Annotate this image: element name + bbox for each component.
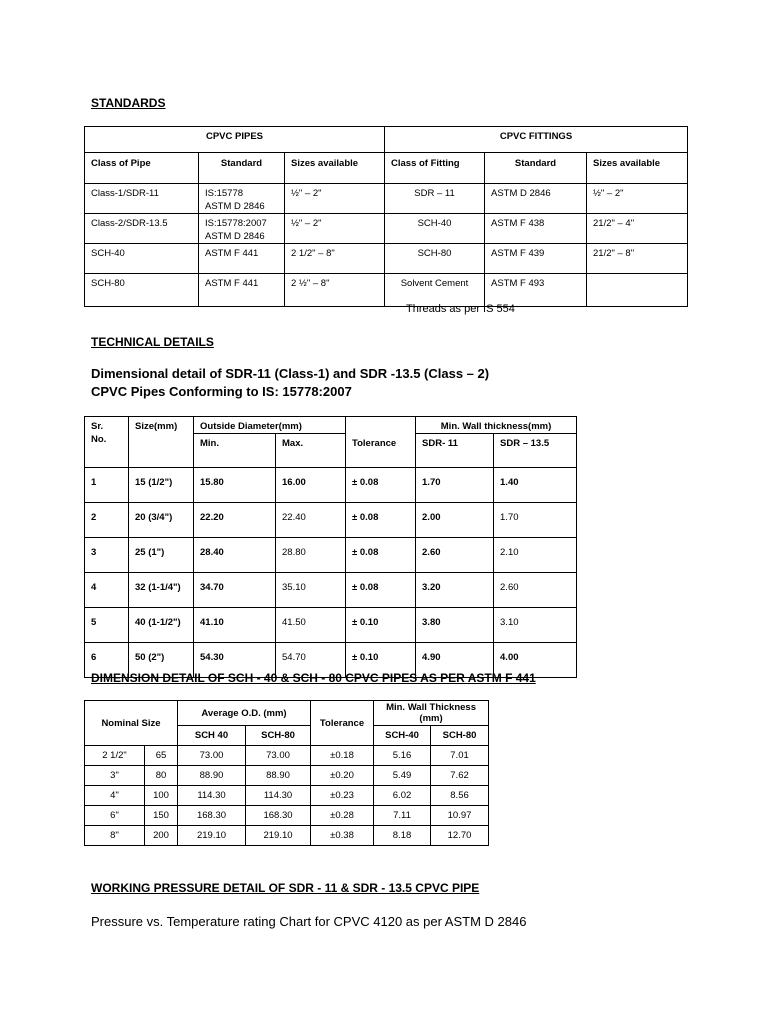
table-cell: 10.97: [431, 806, 489, 826]
table-cell: ½" – 2": [285, 214, 385, 244]
table-cell: 80: [145, 766, 178, 786]
table-cell: ±0.38: [311, 826, 374, 846]
table-cell: 100: [145, 786, 178, 806]
table-cell: 28.40: [194, 538, 276, 573]
table-cell: 2 ½" – 8": [285, 274, 385, 307]
table-cell: 54.30: [194, 643, 276, 678]
table-row: [85, 503, 577, 538]
nominal-header: Nominal Size: [85, 701, 178, 746]
table-cell: Standard: [199, 153, 285, 184]
table-cell: 28.80: [276, 538, 346, 573]
table-cell: 2 1/2" – 8": [285, 244, 385, 274]
standards-heading: STANDARDS: [91, 96, 166, 110]
table-cell: 6": [85, 806, 145, 826]
wall-sch40-header: SCH-40: [374, 726, 431, 746]
table-row: [85, 184, 688, 214]
table-cell: 1.70: [494, 503, 577, 538]
table-cell: ± 0.08: [346, 503, 416, 538]
sr-header: Sr. No.: [85, 417, 129, 468]
table-cell: 4": [85, 786, 145, 806]
fittings-header: CPVC FITTINGS: [385, 127, 688, 153]
table-cell: 40 (1-1/2"): [129, 608, 194, 643]
table-cell: 4: [85, 573, 129, 608]
table-row: [85, 573, 577, 608]
table-cell: SCH-80: [385, 244, 485, 274]
table-cell: 3.10: [494, 608, 577, 643]
threads-note: Threads as per IS 554: [406, 303, 515, 315]
table-cell: 22.40: [276, 503, 346, 538]
table-cell: 3.80: [416, 608, 494, 643]
table-cell: 32 (1-1/4"): [129, 573, 194, 608]
table-cell: 7.62: [431, 766, 489, 786]
table-cell: [587, 274, 688, 307]
table-cell: Sizes available: [587, 153, 688, 184]
table-cell: SCH-80: [85, 274, 199, 307]
table-cell: 41.50: [276, 608, 346, 643]
table-cell: 50 (2"): [129, 643, 194, 678]
table-cell: 3: [85, 538, 129, 573]
od-header: Outside Diameter(mm): [194, 417, 346, 434]
sdr-dimension-table: [84, 416, 577, 678]
table-cell: 7.11: [374, 806, 431, 826]
table-cell: SCH-40: [385, 214, 485, 244]
pressure-subtitle: Pressure vs. Temperature rating Chart for CPVC 4120 as per ASTM D 2846: [91, 914, 527, 929]
table-cell: ½" – 2": [285, 184, 385, 214]
sch-wall-header: Min. Wall Thickness (mm): [374, 701, 489, 726]
table-row: [85, 244, 688, 274]
table-cell: IS:15778 ASTM D 2846: [199, 184, 285, 214]
wall-header: Min. Wall thickness(mm): [416, 417, 577, 434]
table-cell: ± 0.08: [346, 468, 416, 503]
table-cell: 168.30: [246, 806, 311, 826]
table-cell: 73.00: [178, 746, 246, 766]
table-cell: ASTM F 439: [485, 244, 587, 274]
sdr11-header: SDR- 11: [416, 434, 494, 468]
table-cell: 16.00: [276, 468, 346, 503]
table-cell: 65: [145, 746, 178, 766]
table-cell: ± 0.08: [346, 538, 416, 573]
table-cell: 219.10: [178, 826, 246, 846]
table-cell: 2.60: [416, 538, 494, 573]
table-cell: 5.16: [374, 746, 431, 766]
table-cell: SDR – 11: [385, 184, 485, 214]
table-cell: 8.56: [431, 786, 489, 806]
table-cell: Class-1/SDR-11: [85, 184, 199, 214]
table-cell: 1.40: [494, 468, 577, 503]
table-row: [85, 538, 577, 573]
table-row: [85, 127, 688, 153]
sdr135-header: SDR – 13.5: [494, 434, 577, 468]
table-cell: 22.20: [194, 503, 276, 538]
table-cell: 54.70: [276, 643, 346, 678]
table-cell: ± 0.10: [346, 643, 416, 678]
table-cell: ½" – 2": [587, 184, 688, 214]
table-cell: 5: [85, 608, 129, 643]
table-cell: 168.30: [178, 806, 246, 826]
sch-tolerance-header: Tolerance: [311, 701, 374, 746]
table-cell: 35.10: [276, 573, 346, 608]
size-header: Size(mm): [129, 417, 194, 468]
table-cell: 2.00: [416, 503, 494, 538]
table-cell: 2.10: [494, 538, 577, 573]
table-cell: 21/2" – 4": [587, 214, 688, 244]
table-cell: 4.90: [416, 643, 494, 678]
table-cell: 8": [85, 826, 145, 846]
table-cell: 150: [145, 806, 178, 826]
table-cell: 15 (1/2"): [129, 468, 194, 503]
table-row: [85, 826, 489, 846]
table-cell: ±0.18: [311, 746, 374, 766]
table-cell: 6.02: [374, 786, 431, 806]
pressure-heading: WORKING PRESSURE DETAIL OF SDR - 11 & SDR - 13.5 CPVC PIPE: [91, 881, 480, 895]
table-cell: 3": [85, 766, 145, 786]
tolerance-header: Tolerance: [346, 417, 416, 468]
sch40-header: SCH 40: [178, 726, 246, 746]
sch-heading: DIMENSION DETAIL OF SCH - 40 & SCH - 80 CPVC PIPES AS PER ASTM F 441: [91, 671, 536, 685]
table-cell: 200: [145, 826, 178, 846]
pipes-header: CPVC PIPES: [85, 127, 385, 153]
table-cell: 3.20: [416, 573, 494, 608]
table-cell: 21/2" – 8": [587, 244, 688, 274]
table-row: [85, 153, 688, 184]
table-cell: 7.01: [431, 746, 489, 766]
table-row: [85, 468, 577, 503]
table-cell: ASTM F 493: [485, 274, 587, 307]
table-cell: ASTM D 2846: [485, 184, 587, 214]
table-row: [85, 701, 489, 726]
technical-subtitle-2: CPVC Pipes Conforming to IS: 15778:2007: [91, 384, 352, 399]
table-cell: 2 1/2": [85, 746, 145, 766]
avg-od-header: Average O.D. (mm): [178, 701, 311, 726]
table-cell: Standard: [485, 153, 587, 184]
table-cell: 25 (1"): [129, 538, 194, 573]
standards-table: [84, 126, 688, 307]
table-cell: ±0.20: [311, 766, 374, 786]
table-cell: IS:15778:2007 ASTM D 2846: [199, 214, 285, 244]
table-row: [85, 786, 489, 806]
table-cell: 1.70: [416, 468, 494, 503]
table-row: [85, 274, 688, 307]
table-cell: 12.70: [431, 826, 489, 846]
wall-sch80-header: SCH-80: [431, 726, 489, 746]
table-cell: Class-2/SDR-13.5: [85, 214, 199, 244]
table-cell: 88.90: [178, 766, 246, 786]
table-row: [85, 608, 577, 643]
table-cell: 20 (3/4"): [129, 503, 194, 538]
max-header: Max.: [276, 434, 346, 468]
table-cell: ±0.23: [311, 786, 374, 806]
table-cell: Class of Pipe: [85, 153, 199, 184]
table-cell: ±0.28: [311, 806, 374, 826]
table-cell: 8.18: [374, 826, 431, 846]
table-cell: 6: [85, 643, 129, 678]
table-cell: ASTM F 438: [485, 214, 587, 244]
table-cell: 219.10: [246, 826, 311, 846]
table-cell: 73.00: [246, 746, 311, 766]
table-cell: 114.30: [178, 786, 246, 806]
table-cell: 4.00: [494, 643, 577, 678]
table-cell: 15.80: [194, 468, 276, 503]
table-row: [85, 214, 688, 244]
table-cell: ± 0.08: [346, 573, 416, 608]
table-cell: 2: [85, 503, 129, 538]
technical-subtitle-1: Dimensional detail of SDR-11 (Class-1) and SDR -13.5 (Class – 2): [91, 366, 490, 381]
min-header: Min.: [194, 434, 276, 468]
table-cell: 2.60: [494, 573, 577, 608]
table-row: [85, 766, 489, 786]
table-cell: ASTM F 441: [199, 244, 285, 274]
table-cell: SCH-40: [85, 244, 199, 274]
table-cell: Solvent Cement: [385, 274, 485, 307]
table-cell: Sizes available: [285, 153, 385, 184]
table-cell: 41.10: [194, 608, 276, 643]
sch-dimension-table: [84, 700, 489, 846]
table-cell: 1: [85, 468, 129, 503]
table-row: [85, 417, 577, 434]
sch80-header: SCH-80: [246, 726, 311, 746]
table-cell: 114.30: [246, 786, 311, 806]
table-cell: 88.90: [246, 766, 311, 786]
table-cell: 5.49: [374, 766, 431, 786]
table-cell: 34.70: [194, 573, 276, 608]
table-row: [85, 746, 489, 766]
table-row: [85, 806, 489, 826]
table-cell: Class of Fitting: [385, 153, 485, 184]
table-cell: ASTM F 441: [199, 274, 285, 307]
table-cell: ± 0.10: [346, 608, 416, 643]
technical-heading: TECHNICAL DETAILS: [91, 335, 214, 349]
